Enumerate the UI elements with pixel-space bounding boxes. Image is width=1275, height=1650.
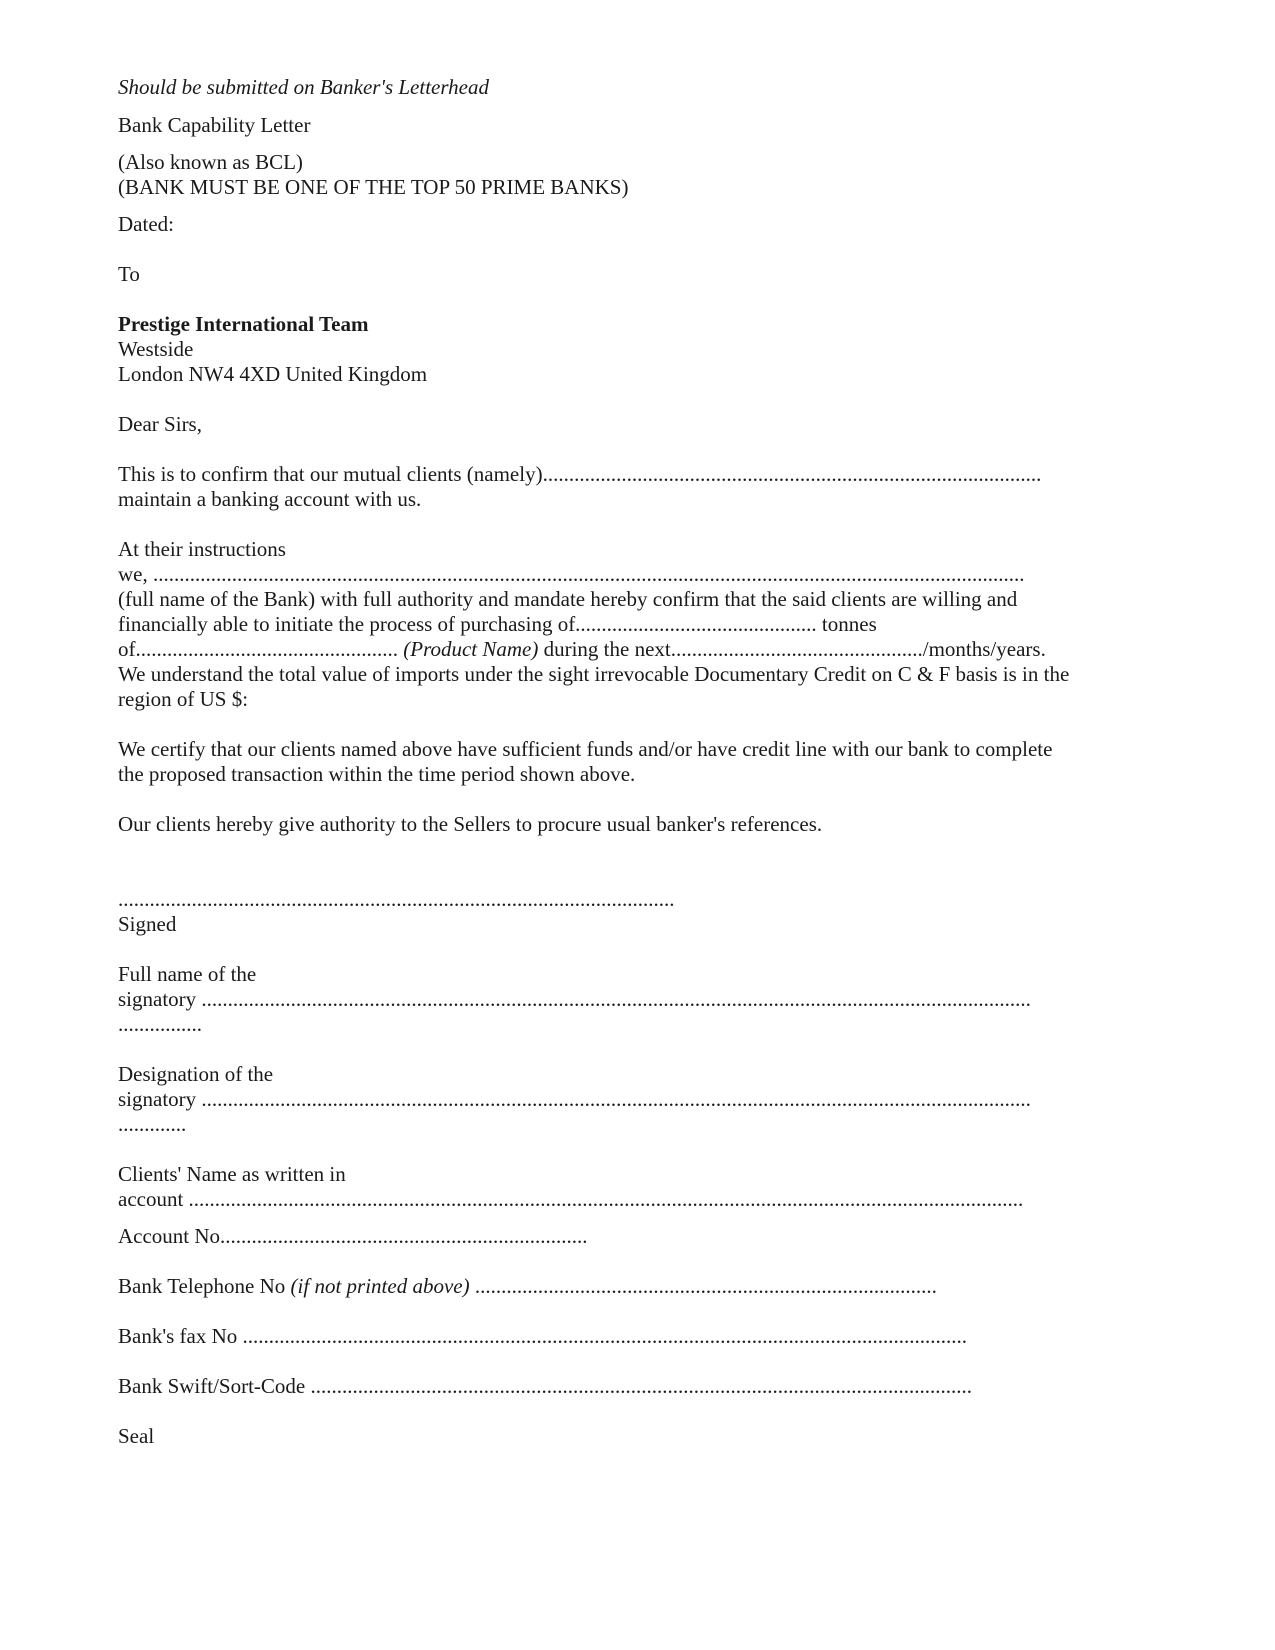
document-title: Bank Capability Letter <box>118 113 311 137</box>
full-name-label-line2: signatory .............................................................................................................................................................. <box>118 987 1031 1011</box>
paragraph2-line5-start: of.................................................. <box>118 637 404 661</box>
paragraph2-line6: We understand the total value of imports under the sight irrevocable Documentary Credit on C & F basis is in the <box>118 662 1070 686</box>
clients-name-label-line1: Clients' Name as written in <box>118 1162 346 1186</box>
designation-label-line3: ............. <box>118 1112 187 1136</box>
addressee-line2: London NW4 4XD United Kingdom <box>118 362 428 386</box>
paragraph2-line5 <box>118 636 1046 662</box>
paragraph1-line1: This is to confirm that our mutual clients (namely)............................................................................................... <box>118 462 1042 486</box>
account-no-label: Account No...................................................................... <box>118 1224 588 1248</box>
clients-name-label-line2: account ............................................................................................................................................................... <box>118 1187 1024 1211</box>
paragraph2-line3: (full name of the Bank) with full authority and mandate hereby confirm that the said clients are willing and <box>118 587 1018 611</box>
bank-telephone-dots: ........................................................................................ <box>469 1274 937 1298</box>
paragraph2-line7: region of US $: <box>118 687 249 711</box>
signed-label: Signed <box>118 912 177 936</box>
seal-label: Seal <box>118 1424 155 1448</box>
to-label: To <box>118 262 140 286</box>
designation-label-line2: signatory .............................................................................................................................................................. <box>118 1087 1031 1111</box>
bank-telephone-label <box>118 1273 937 1299</box>
bank-telephone-note: (if not printed above) <box>290 1274 470 1298</box>
bank-telephone-text: Bank Telephone No <box>118 1274 291 1298</box>
signature-line: .......................................................................................................... <box>118 887 675 911</box>
dated-label: Dated: <box>118 212 174 236</box>
bank-fax-label: Bank's fax No .......................................................................................................................................... <box>118 1324 968 1348</box>
paragraph2-line4: financially able to initiate the process of purchasing of.............................................. tonnes <box>118 612 877 636</box>
addressee-line1: Westside <box>118 337 194 361</box>
addressee-name: Prestige International Team <box>118 312 369 336</box>
paragraph3-line2: the proposed transaction within the time period shown above. <box>118 762 636 786</box>
bank-swift-label: Bank Swift/Sort-Code .............................................................................................................................. <box>118 1374 972 1398</box>
designation-label-line1: Designation of the <box>118 1062 274 1086</box>
product-name-placeholder: (Product Name) <box>403 637 539 661</box>
paragraph2-line5-end: during the next................................................/months/years. <box>538 637 1046 661</box>
paragraph4-line1: Our clients hereby give authority to the Sellers to procure usual banker's references. <box>118 812 823 836</box>
salutation: Dear Sirs, <box>118 412 202 436</box>
document-aka: (Also known as BCL) <box>118 150 303 174</box>
full-name-label-line3: ................ <box>118 1012 202 1036</box>
paragraph1-line2: maintain a banking account with us. <box>118 487 422 511</box>
full-name-label-line1: Full name of the <box>118 962 257 986</box>
bank-requirement: (BANK MUST BE ONE OF THE TOP 50 PRIME BANKS) <box>118 175 629 199</box>
paragraph3-line1: We certify that our clients named above have sufficient funds and/or have credit line with our bank to complete <box>118 737 1053 761</box>
letterhead-note: Should be submitted on Banker's Letterhead <box>118 75 489 99</box>
paragraph2-line1: At their instructions <box>118 537 286 561</box>
paragraph2-line2: we, ...................................................................................................................................................................... <box>118 562 1025 586</box>
